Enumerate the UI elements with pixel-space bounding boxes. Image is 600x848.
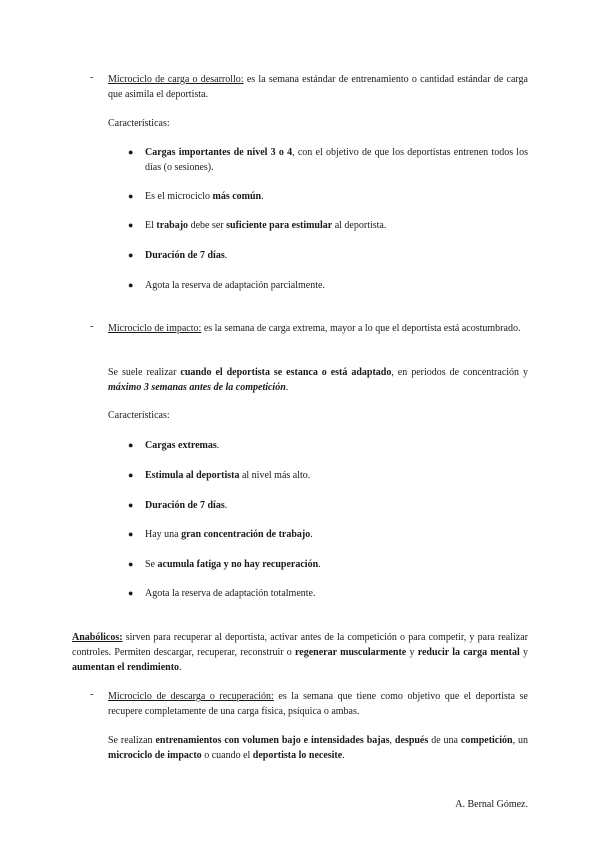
anabolicos-title: Anabólicos:: [72, 632, 123, 643]
impacto-item-1: Cargas extremas.: [145, 440, 220, 451]
anabolicos-paragraph: Anabólicos: sirven para recuperar al deportista, activar antes de la competición o para competir, y para realizar controles. Permiten descargar, recuperar, reconstruir o regenerar muscularmente y reducir la carga mental y aumentan el rendimiento.: [72, 632, 529, 673]
bullet-icon: ●: [128, 147, 134, 157]
bullet-icon: ●: [128, 250, 134, 260]
carga-desc: es la semana estándar de entrenamiento o cantidad estándar de carga que asimila el deportista.: [108, 74, 528, 100]
impacto-caract-label: Características:: [108, 410, 170, 421]
impacto-item-4: Hay una gran concentración de trabajo.: [145, 529, 313, 540]
bullet-icon: ●: [128, 529, 134, 539]
carga-paragraph: [108, 72, 528, 102]
bullet-icon: ●: [128, 470, 134, 480]
descarga-desc: es la semana que tiene como objetivo que el deportista se recupere completamente de una carga física, psíquica o ambas.: [108, 691, 528, 717]
impacto-detail-paragraph: Se suele realizar cuando el deportista se estanca o está adaptado, en periodos de concentración y máximo 3 semanas antes de la competición.: [108, 367, 528, 393]
carga-caract-label: Características:: [108, 118, 170, 129]
impacto-item-3: Duración de 7 días.: [145, 500, 228, 511]
impacto-item-5: Se acumula fatiga y no hay recuperación.: [145, 559, 321, 570]
impacto-desc: es la semana de carga extrema, mayor a lo que el deportista está acostumbrado.: [201, 323, 521, 334]
bullet-icon: ●: [128, 559, 134, 569]
impacto-item-2: Estimula al deportista al nivel más alto.: [145, 470, 311, 481]
bullet-icon: ●: [128, 280, 134, 290]
carga-title: Microciclo de carga o desarrollo:: [108, 74, 244, 85]
descarga-paragraph: [108, 689, 528, 719]
carga-item-3: El trabajo debe ser suficiente para estimular al deportista.: [145, 220, 387, 231]
list-dash: -: [90, 321, 94, 332]
page-footer-author: A. Bernal Gómez.: [455, 799, 528, 810]
list-dash: -: [90, 72, 94, 83]
descarga-detail-paragraph: Se realizan entrenamientos con volumen bajo e intensidades bajas, después de una competición, un microciclo de impacto o cuando el deportista lo necesite.: [108, 735, 528, 761]
carga-item-4: Duración de 7 días.: [145, 250, 228, 261]
bullet-icon: ●: [128, 500, 134, 510]
impacto-item-6: Agota la reserva de adaptación totalmente.: [145, 588, 316, 599]
carga-item-5: Agota la reserva de adaptación parcialmente.: [145, 280, 325, 291]
bullet-icon: ●: [128, 191, 134, 201]
bullet-icon: ●: [128, 440, 134, 450]
list-dash: -: [90, 689, 94, 700]
impacto-paragraph: [108, 321, 528, 336]
descarga-title: Microciclo de descarga o recuperación:: [108, 691, 274, 702]
impacto-title: Microciclo de impacto:: [108, 323, 202, 334]
carga-item-1: Cargas importantes de nivel 3 o 4, con el objetivo de que los deportistas entrenen todos los días (o sesiones).: [145, 147, 528, 173]
bullet-icon: ●: [128, 588, 134, 598]
carga-item-2: Es el microciclo más común.: [145, 191, 264, 202]
bullet-icon: ●: [128, 220, 134, 230]
